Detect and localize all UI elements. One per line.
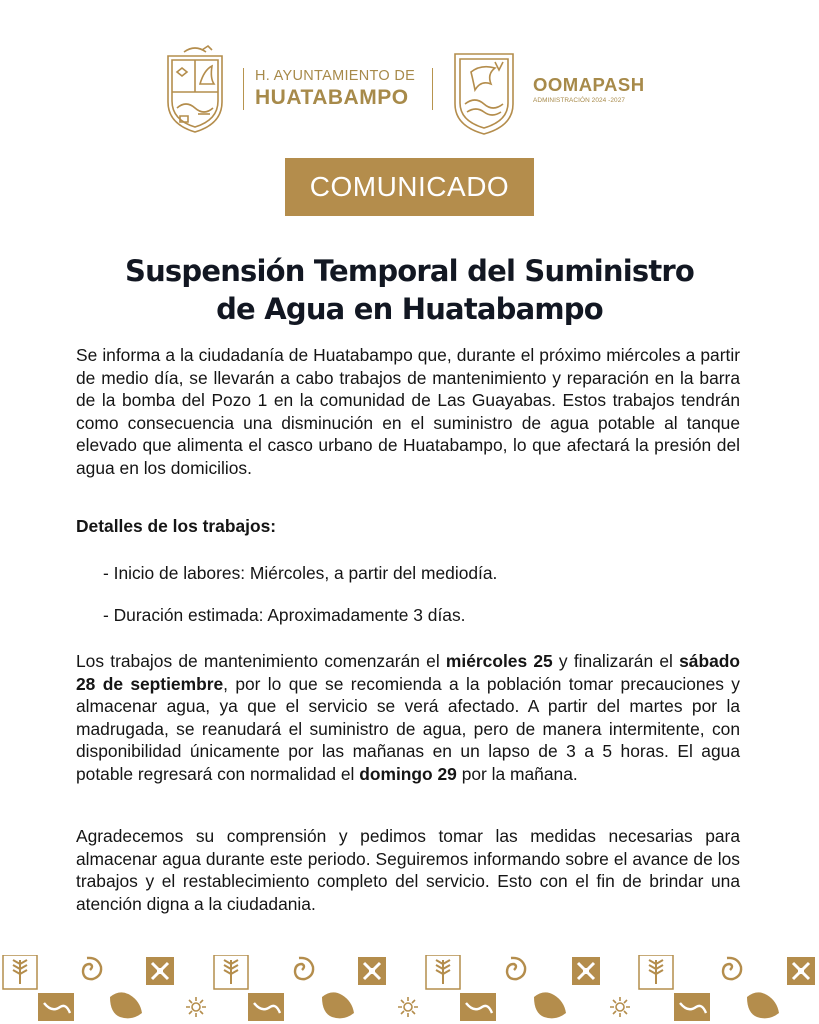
restore-date: domingo 29 [359,763,457,784]
intro-paragraph: Se informa a la ciudadanía de Huatabampo que, durante el próximo miércoles a partir de medio día, se llevarán a cabo trabajos de mantenimiento y reparación en la barra de la bomba del Pozo 1 en la comunidad de Las Guayabas. Estos trabajos tendrán como consecuencia una disminución en el suministro de agua potable al tanque elevado que alimenta el casco urbano de Huatabampo, lo que afectará la presión del agua en los domicilios. [76,345,740,478]
sun-icon [610,997,630,1017]
details-item-start: - Inicio de labores: Miércoles, a partir del mediodía. [103,563,498,583]
cross-flower-icon [358,957,386,985]
spiral-icon [723,958,741,979]
title-line1: Suspensión Temporal del Suministro [124,254,695,288]
sun-icon [398,997,418,1017]
municipal-coat-of-arms-icon [162,44,228,134]
cross-flower-icon [787,957,815,985]
cross-flower-icon [146,957,174,985]
schedule-text-2: y finalizarán el [552,651,680,671]
wheat-icon [3,955,37,989]
schedule-text-1: Los trabajos de mantenimiento comenzarán el [76,651,446,671]
title-line2: de Agua en Huatabampo [216,292,603,326]
schedule-paragraph [76,650,740,785]
shape-icon [110,992,142,1018]
header-divider [432,68,433,110]
start-date: miércoles 25 [445,651,553,671]
schedule-text-3: , por lo que se recomienda a la población tomar precauciones y almacenar agua, ya que el servicio se verá afectado. A partir del martes por la madrugada, se reanudará el suministro de agua, pero de manera intermitente, con disponibilidad únicamente por las mañanas en un lapso de 3 a 5 horas. El agua potable regresará con normalidad el [76,673,741,784]
shape-icon [322,992,354,1018]
shape-icon [534,992,566,1018]
oomapash-name [533,76,645,104]
wave-icon [460,993,496,1021]
wheat-icon [426,955,460,989]
oomapash-shield-icon [451,48,517,138]
closing-paragraph: Agradecemos su comprensión y pedimos tomar las medidas necesarias para almacenar agua durante este periodo. Seguiremos informando sobre el avance de los trabajos y el restablecimiento completo del servicio. Esto con el fin de brindar una atención digna a la ciudadania. [76,826,740,914]
header-divider [243,68,244,110]
shape-icon [747,992,779,1018]
details-item-duration: - Duración estimada: Aproximadamente 3 días. [103,605,466,625]
cross-flower-icon [572,957,600,985]
header [0,44,819,140]
wave-icon [248,993,284,1021]
oomapash-title: OOMAPASH [533,74,645,95]
page-title [40,252,779,328]
municipality-line2: HUATABAMPO [255,85,409,109]
oomapash-administration: ADMINISTRACIÓN 2024 -2027 [533,96,625,104]
sun-icon [186,997,206,1017]
pattern-row-top [3,955,815,989]
footer-pattern [0,955,819,1024]
municipality-name [255,69,425,108]
wave-icon [674,993,710,1021]
end-date: sábado 28 de septiembre [76,651,740,694]
comunicado-badge: COMUNICADO [285,158,534,216]
pattern-row-bottom [38,992,779,1021]
municipality-line1: H. AYUNTAMIENTO DE [255,68,416,84]
wheat-icon [639,955,673,989]
spiral-icon [83,958,101,979]
details-heading: Detalles de los trabajos: [76,516,277,536]
wheat-icon [214,955,248,989]
spiral-icon [295,958,313,979]
schedule-text-4: por la mañana. [456,763,578,784]
spiral-icon [507,958,525,979]
wave-icon [38,993,74,1021]
